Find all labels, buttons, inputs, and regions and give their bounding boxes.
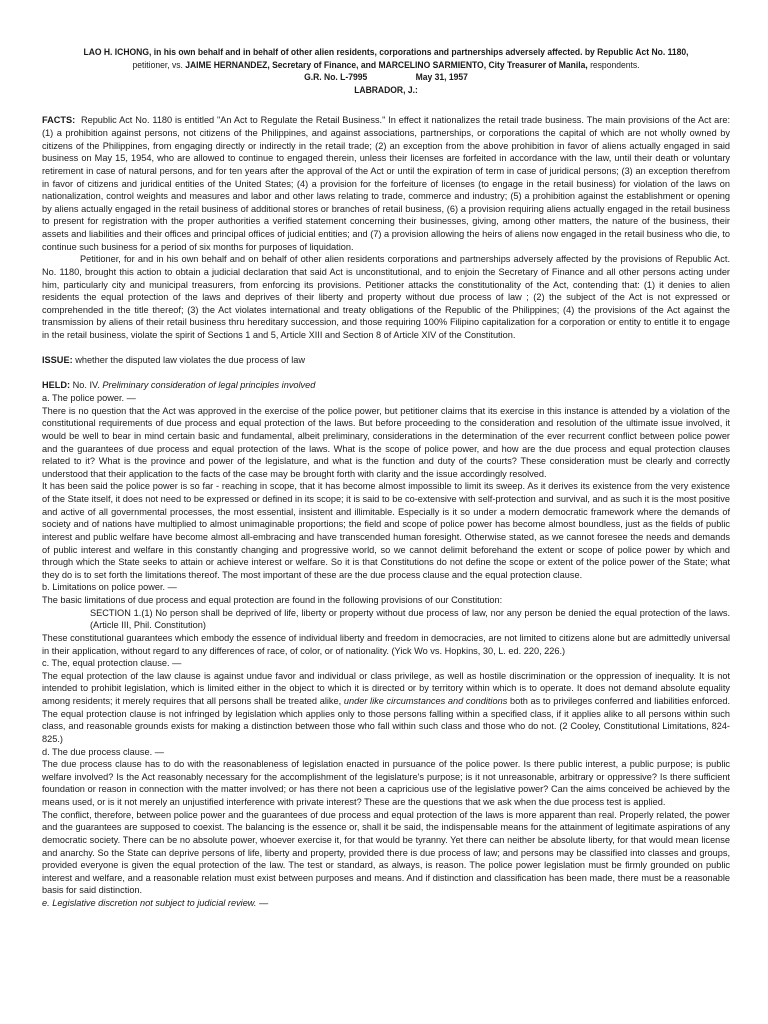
gr-number: G.R. No. L-7995 (304, 72, 368, 83)
section-a-text-2: It has been said the police power is so far - reaching in scope, that it has become almost impossible to limit its sweep. As it derives its existence from the very existence of the State itself, it does not need to be expressed or defined in its scope; it is said to be co-extensive with self-protection and survival, and as such it is the most positive and active of all governmental processes, the most essential, insistent and illimitable. Especially is it so under a modern democratic framework where the demands of society and of nations have multiplied to almost unimaginable proportions; the field and scope of police power has become almost boundless, just as the fields of public interest and public welfare have become almost all-embracing and have transcended human foresight. Otherwise stated, as we cannot foresee the needs and demands of public interest and welfare in this constantly changing and progressive world, so we cannot delimit beforehand the extent or scope of police power by which and through which the State seeks to attain or achieve interest or welfare. So it is that Constitutions do not define the scope or extent of the police power of the State; what they do is to set forth the limitations thereof. The most important of these are the due process clause and the equal protection clause. (42, 481, 730, 580)
issue-label: ISSUE: (42, 355, 73, 366)
petitioner-name: LAO H. ICHONG, in his own behalf and in behalf of other alien residents, corporations and partnerships adversely affected. by Republic Act No. 1180, (83, 47, 689, 57)
section-d-text-2: The conflict, therefore, between police power and the guarantees of due process and equal protection of the laws is more apparent than real. Properly related, the power and the guarantees are supposed to coexist. The balancing is the essence or, shall it be said, the indispensable means for the attainment of legitimate aspirations of any democratic society. There can be no absolute power, whoever exercise it, for that would be tyranny. Yet there can neither be absolute liberty, for that would mean license and anarchy. So the State can deprive persons of life, liberty and property, provided there is due process of law; and persons may be classified into classes and groups, provided everyone is given the equal protection of the law. The test or standard, as always, is reason. The police power legislation must be firmly grounded on public interest and welfare, and a reasonable relation must exist between purposes and means. And if distinction and classification has been made, there must be a reasonable basis for said distinction. (42, 809, 730, 896)
held-label: HELD: (42, 380, 71, 391)
facts-text-2: Petitioner, for and in his own behalf and on behalf of other alien residents corporations and partnerships adversely affected by the provisions of Republic Act. No. 1180, brought this action to obtain a judicial declaration that said Act is unconstitutional, and to enjoin the Secretary of Finance and all other persons acting under him, particularly city and municipal treasurers, from enforcing its provisions. Petitioner attacks the constitutionality of the Act, contending that: (1) it denies to alien residents the equal protection of the laws and deprives of their liberty and property without due process of law ; (2) the subject of the Act is not expressed or comprehended in the title thereof; (3) the Act violates international and treaty obligations of the Republic of the Philippines; (4) the provisions of the Act against the transmission by aliens of their retail business thru hereditary succession, and those requiring 100% Filipino capitalization for a corporation or entity to entitle it to engage in the retail business, violate the spirit of Sections 1 and 5, Article XIII and Section 8 of Article XIV of the Constitution. (42, 254, 730, 340)
section-d-heading: d. The due process clause. — (42, 746, 164, 757)
held-paragraph (42, 379, 730, 392)
section-a-heading: a. The police power. — (42, 393, 136, 404)
constitution-quote: SECTION 1.(1) No person shall be deprived of life, liberty or property without due process of law, nor any person be denied the equal protection of the laws. (Article III, Phil. Constitution) (90, 607, 730, 631)
section-b-heading: b. Limitations on police power. — (42, 582, 177, 593)
held-subheading: Preliminary consideration of legal principles involved (102, 380, 316, 391)
case-caption (66, 46, 706, 96)
case-digest-body (42, 114, 730, 909)
section-b-text-2: These constitutional guarantees which embody the essence of individual liberty and freedom in democracies, are not limited to citizens alone but are admittedly universal in their application, without regard to any differences of race, of color, or of nationality. (Yick Wo vs. Hopkins, 30, L. ed. 220, 226.) (42, 632, 730, 656)
facts-text-1: Republic Act No. 1180 is entitled "An Act to Regulate the Retail Business." In effect it nationalizes the retail trade business. The main provisions of the Act are: (1) a prohibition against persons, not citizens of the Philippines, and against associations, partnerships, or corporations the capital of which are not wholly owned by citizens of the Philippines, from engaging directly or indirectly in the retail trade; (2) an exception from the above prohibition in favor of aliens actually engaged in said business on May 15, 1954, who are allowed to continue to engaged therein, unless their licenses are forfeited in accordance with the law, until their death or voluntary retirement in case of natural persons, and for ten years after the approval of the Act or until the expiration of term in case of juridical persons; (3) an exception therefrom in favor of citizens and juridical entities of the United States; (4) a provision for the forfeiture of licenses (to engage in the retail business) for violation of the laws on nationalization, control weights and measures and labor and other laws relating to trade, commerce and industry; (5) a prohibition against the establishment or opening by aliens actually engaged in the retail business of additional stores or branches of retail business, (6) a provision requiring aliens actually engaged in the retail business to present for registration with the proper authorities a verified statement concerning their businesses, giving, among other matters, the nature of the business, their assets and liabilities and their offices and principal offices of judicial entities; and (7) a provision allowing the heirs of aliens now engaged in the retail business who die, to continue such business for a period of six months for purposes of liquidation. (42, 115, 731, 252)
section-d-text-1: The due process clause has to do with the reasonableness of legislation enacted in pursuance of the police power. Is there public interest, a public purpose; is public welfare involved? Is the Act reasonably necessary for the accomplishment of the legislature's purpose; is it not unreasonable, arbitrary or oppressive? Is there sufficient foundation or reason in connection with the matter involved; or has there not been a capricious use of the legislative power? Can the aims conceived be achieved by the means used, or is it not merely an unjustified interference with private interest? These are the questions that we ask when the due process test is applied. (42, 759, 730, 808)
respondents-names: JAIME HERNANDEZ, Secretary of Finance, and MARCELINO SARMIENTO, City Treasurer of Manila, (185, 59, 588, 70)
section-e-heading: e. Legislative discretion not subject to judicial review. — (42, 898, 269, 909)
section-a-text-1: There is no question that the Act was approved in the exercise of the police power, but petitioner claims that its exercise in this instance is attended by a violation of the constitutional requirements of due process and equal protection of the laws. But before proceeding to the consideration and resolution of the ultimate issue involved, it would be well to bear in mind certain basic and fundamental, albeit preliminary, considerations in the determination of the ever recurrent conflict between police power and the guarantees of due process and equal protection of the laws. What is the scope of police power, and how are the due process and equal protection clauses related to it? What is the province and power of the legislature, and what is the function and duty of the courts? These consideration must be clearly and correctly understood that their application to the facts of the case may be brought forth with clarity and the issue accordingly resolved. (42, 405, 730, 479)
facts-paragraph (42, 114, 730, 253)
ponente: LABRADOR, J.: (354, 84, 418, 95)
respondents-role: respondents. (587, 59, 640, 70)
held-answer: No. IV. (70, 380, 103, 391)
section-b-text-1: The basic limitations of due process and equal protection are found in the following provisions of our Constitution: (42, 595, 503, 606)
section-c-text: The equal protection of the law clause is against undue favor and individual or class privilege, as well as hostile discrimination or the oppression of inequality. It is not intended to prohibit legislation, which is limited either in the object to which it is directed or by territory within which is to operate. It does not demand absolute equality among residents; it merely requires that all persons shall be treated alike, under like circumstances and conditions both as to privileges conferred and liabilities enforced. The equal protection clause is not infringed by legislation which applies only to those persons falling within a specified class, if it applies alike to all persons within such class, and reasonable grounds exists for making a distinction between those who fall within such class and those who do not. (2 Cooley, Constitutional Limitations, 824-825.) (42, 670, 730, 744)
decision-date: May 31, 1957 (415, 72, 468, 83)
facts-label: FACTS: (42, 115, 76, 126)
case-title (66, 46, 706, 71)
petitioner-role: petitioner, vs. (132, 59, 186, 70)
issue-paragraph (42, 354, 730, 367)
issue-text: whether the disputed law violates the due process of law (72, 355, 306, 366)
section-c-heading: c. The, equal protection clause. — (42, 658, 182, 669)
case-number-line (66, 71, 706, 84)
